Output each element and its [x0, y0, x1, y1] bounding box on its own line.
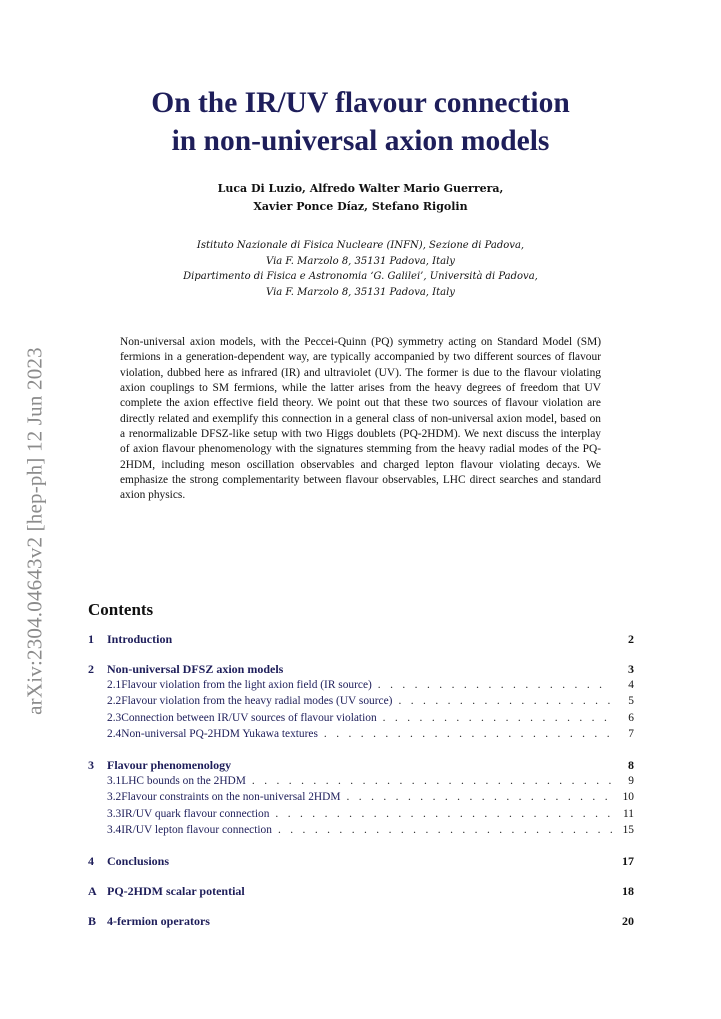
abstract: Non-universal axion models, with the Peccei-Quinn (PQ) symmetry acting on Standard Model (SM) fermions in a generation-dependent way, are typically accompanied by two different sources of flavour violation, dubbed here as infrared (IR) and ultraviolet (UV). The former is due to the flavour violating axion couplings to SM fermions, while the latter arises from the heavy degrees of freedom that UV complete the axion effective field theory. We point out that these two sources of flavour violation are directly related and exemplify this connection in a general class of non-universal axion model, based on a renormalizable DFSZ-like setup with two Higgs doublets (PQ-2HDM). We next discuss the interplay of axion flavour phenomenology with the signatures stemming from the heavy radial modes of the PQ-2HDM, including meson oscillation observables and charged lepton flavour violating decays. We emphasize the strong complementarity between flavour observables, LHC direct searches and standard axion physics. — [120, 336, 601, 502]
toc-section-link[interactable] — [88, 884, 634, 901]
toc-subsection-link[interactable] — [88, 808, 634, 825]
toc-leader-dots — [275, 808, 612, 820]
toc-subsection-label: LHC bounds on the 2HDM — [121, 774, 246, 787]
toc-page-number: 5 — [628, 695, 634, 707]
toc-page-number: 10 — [622, 791, 634, 803]
toc-subsection-number: 2.3 — [107, 711, 122, 724]
toc-page-number: 9 — [628, 774, 634, 787]
toc-page-number: 2 — [628, 632, 634, 646]
toc-section-label: Conclusions — [107, 854, 170, 868]
toc-subsection-label: Flavour violation from the heavy radial modes (UV source) — [121, 695, 393, 707]
table-of-contents — [88, 632, 634, 931]
toc-section-number: 4 — [88, 854, 94, 868]
toc-section-label: Introduction — [107, 632, 173, 646]
arxiv-stamp-text: arXiv:2304.04643v2 [hep-ph] 12 Jun 2023 — [22, 347, 47, 715]
toc-subsection-number: 3.2 — [107, 791, 122, 803]
toc-section-number: 2 — [88, 662, 94, 676]
toc-section-label: PQ-2HDM scalar potential — [107, 884, 245, 898]
author-line: Xavier Ponce Díaz, Stefano Rigolin — [253, 200, 468, 213]
toc-page-number: 11 — [623, 807, 634, 820]
affiliations — [0, 238, 721, 300]
toc-leader-dots — [378, 679, 612, 691]
toc-subsection-link[interactable] — [88, 775, 634, 792]
toc-page-number: 18 — [622, 884, 634, 898]
toc-section-label: Flavour phenomenology — [107, 758, 232, 772]
toc-subsection-link[interactable] — [88, 695, 634, 712]
toc-section-link[interactable] — [88, 758, 634, 775]
toc-section-link[interactable] — [88, 632, 634, 649]
toc-subsection-number: 3.4 — [107, 824, 122, 836]
toc-subsection-link[interactable] — [88, 791, 634, 808]
toc-leader-dots — [324, 728, 612, 740]
toc-page-number: 8 — [628, 758, 634, 772]
author-list — [0, 180, 721, 216]
toc-page-number: 17 — [622, 854, 634, 868]
toc-section-number: 1 — [88, 632, 94, 646]
toc-leader-dots — [252, 775, 612, 787]
toc-page-number: 6 — [628, 711, 634, 724]
affiliation-line: Via F. Marzolo 8, 35131 Padova, Italy — [266, 286, 455, 298]
toc-subsection-label: Flavour violation from the light axion field (IR source) — [121, 678, 372, 691]
toc-subsection-label: Flavour constraints on the non-universal 2HDM — [121, 791, 341, 803]
toc-page-number: 20 — [622, 914, 634, 928]
toc-section-link[interactable] — [88, 914, 634, 931]
arxiv-stamp — [20, 318, 50, 744]
toc-subsection-number: 3.1 — [107, 774, 122, 787]
toc-subsection-link[interactable] — [88, 679, 634, 696]
affiliation-line: Via F. Marzolo 8, 35131 Padova, Italy — [266, 255, 455, 267]
toc-leader-dots — [383, 712, 612, 724]
toc-subsection-number: 2.1 — [107, 678, 122, 691]
toc-leader-dots — [398, 695, 612, 707]
toc-leader-dots — [278, 824, 612, 836]
toc-subsection-link[interactable] — [88, 824, 634, 841]
toc-subsection-link[interactable] — [88, 712, 634, 729]
affiliation-line: Dipartimento di Fisica e Astronomia ‘G. Galilei’, Università di Padova, — [183, 271, 538, 282]
toc-section-label: Non-universal DFSZ axion models — [107, 662, 284, 676]
toc-subsection-label: Connection between IR/UV sources of flavour violation — [121, 711, 377, 724]
toc-page-number: 3 — [628, 662, 634, 676]
toc-subsection-label: IR/UV quark flavour connection — [121, 807, 270, 820]
toc-section-link[interactable] — [88, 662, 634, 679]
toc-page-number: 4 — [628, 678, 634, 691]
toc-page-number: 15 — [622, 824, 634, 836]
title-line: in non-universal axion models — [171, 125, 550, 157]
paper-title — [0, 84, 721, 160]
title-line: On the IR/UV flavour connection — [151, 87, 570, 119]
toc-leader-dots — [347, 791, 613, 803]
toc-subsection-number: 2.2 — [107, 695, 122, 707]
toc-section-label: 4-fermion operators — [107, 914, 210, 928]
toc-subsection-label: Non-universal PQ-2HDM Yukawa textures — [121, 728, 318, 740]
toc-subsection-number: 2.4 — [107, 728, 122, 740]
toc-page-number: 7 — [628, 728, 634, 740]
toc-subsection-link[interactable] — [88, 728, 634, 745]
toc-section-number: B — [88, 914, 97, 928]
toc-subsection-number: 3.3 — [107, 807, 122, 820]
toc-section-number: 3 — [88, 758, 94, 772]
toc-section-link[interactable] — [88, 854, 634, 871]
author-line: Luca Di Luzio, Alfredo Walter Mario Guerrera, — [217, 182, 504, 195]
toc-subsection-label: IR/UV lepton flavour connection — [121, 824, 272, 836]
affiliation-line: Istituto Nazionale di Fisica Nucleare (INFN), Sezione di Padova, — [196, 240, 525, 251]
toc-section-number: A — [88, 884, 97, 898]
contents-heading: Contents — [88, 600, 154, 619]
